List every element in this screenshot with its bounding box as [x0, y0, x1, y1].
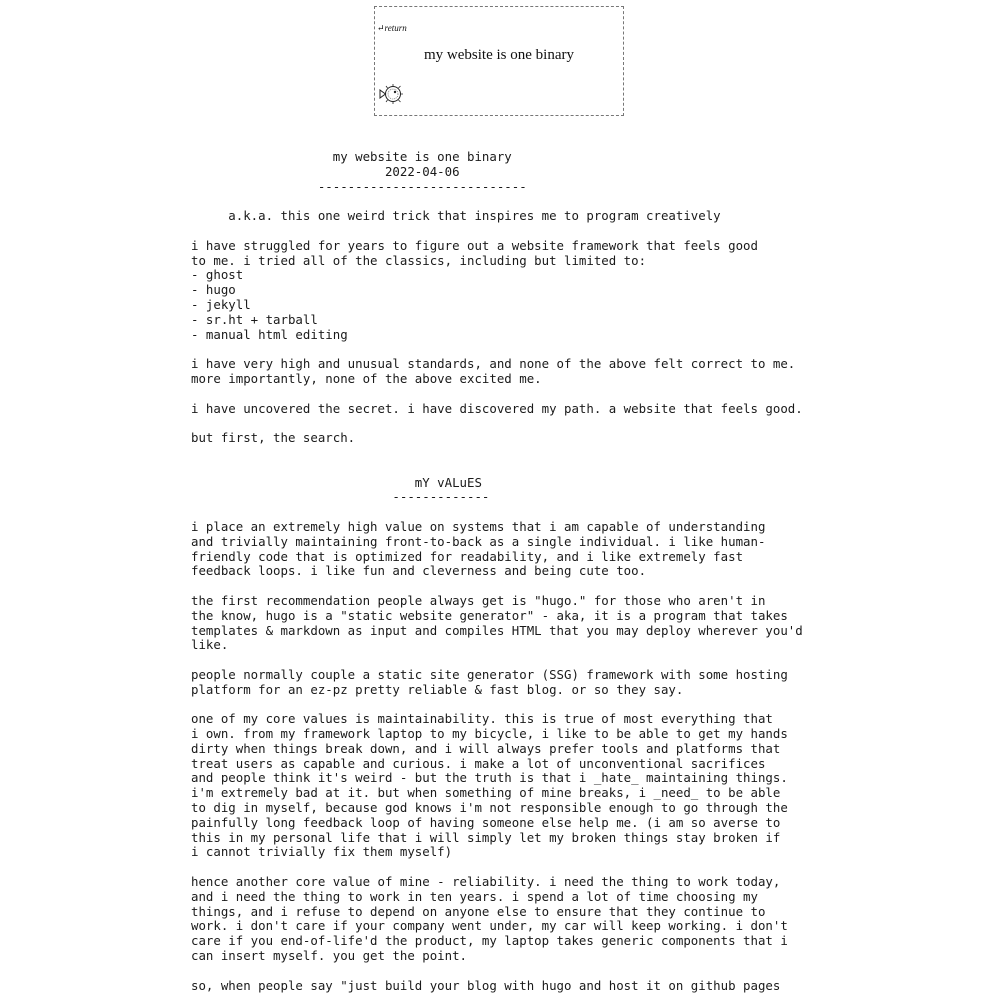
- post-line: and trivially maintaining front-to-back as a single individual. i like human-: [191, 533, 766, 549]
- post-line: - jekyll: [191, 296, 251, 312]
- post-line: but first, the search.: [191, 430, 356, 446]
- post-line: i place an extremely high value on systems that i am capable of understanding: [191, 518, 766, 534]
- post-line: i have very high and unusual standards, and none of the above felt correct to me.: [191, 356, 796, 372]
- post-line: can insert myself. you get the point.: [191, 948, 468, 964]
- post-line: mY vALuES: [191, 474, 482, 490]
- post-line: - ghost: [191, 267, 244, 283]
- post-line: the know, hugo is a "static website generator" - aka, it is a program that takes: [191, 607, 788, 623]
- post-line: platform for an ez-pz pretty reliable & fast blog. or so they say.: [191, 681, 684, 697]
- return-link[interactable]: ↵return: [377, 23, 407, 33]
- post-line: this in my personal life that i will simply let my broken things stay broken if: [191, 829, 781, 845]
- post-line: treat users as capable and curious. i make a lot of unconventional sacrifices: [191, 755, 766, 771]
- post-line: one of my core values is maintainability. this is true of most everything that: [191, 711, 773, 727]
- pufferfish-logo-icon: [378, 83, 404, 105]
- post-line: -------------: [191, 489, 490, 505]
- post-line: dirty when things break down, and i will always prefer tools and platforms that: [191, 740, 781, 756]
- post-line: - sr.ht + tarball: [191, 311, 318, 327]
- post-line: work. i don't care if your company went under, my car will keep working. i don't: [191, 918, 788, 934]
- post-body: [191, 150, 803, 993]
- post-line: to me. i tried all of the classics, including but limited to:: [191, 252, 647, 268]
- post-line: to dig in myself, because god knows i'm not responsible enough to go through the: [191, 800, 788, 816]
- post-line: ----------------------------: [191, 178, 527, 194]
- post-line: the first recommendation people always get is "hugo." for those who aren't in: [191, 592, 766, 608]
- post-line: like.: [191, 637, 229, 653]
- post-line: i have uncovered the secret. i have discovered my path. a website that feels good.: [191, 400, 803, 416]
- post-line: - manual html editing: [191, 326, 348, 342]
- post-line: i own. from my framework laptop to my bicycle, i like to be able to get my hands: [191, 726, 788, 742]
- post-line: my website is one binary: [191, 149, 512, 164]
- header-banner: [374, 6, 624, 116]
- post-line: so, when people say "just build your blog with hugo and host it on github pages: [191, 977, 781, 993]
- post-line: a.k.a. this one weird trick that inspires me to program creatively: [191, 208, 721, 224]
- post-line: hence another core value of mine - reliability. i need the thing to work today,: [191, 874, 781, 890]
- post-line: i'm extremely bad at it. but when something of mine breaks, i _need_ to be able: [191, 785, 781, 801]
- post-line: and people think it's weird - but the truth is that i _hate_ maintaining things.: [191, 770, 788, 786]
- post-line: painfully long feedback loop of having someone else help me. (i am so averse to: [191, 814, 781, 830]
- post-line: - hugo: [191, 282, 236, 298]
- post-line: feedback loops. i like fun and cleverness and being cute too.: [191, 563, 647, 579]
- post-line: friendly code that is optimized for readability, and i like extremely fast: [191, 548, 744, 564]
- post-line: care if you end-of-life'd the product, my laptop takes generic components that i: [191, 933, 788, 949]
- post-line: i cannot trivially fix them myself): [191, 844, 453, 860]
- post-line: 2022-04-06: [191, 163, 460, 179]
- post-line: and i need the thing to work in ten years. i spend a lot of time choosing my: [191, 888, 758, 904]
- banner-title: my website is one binary: [424, 47, 574, 63]
- post-line: templates & markdown as input and compiles HTML that you may deploy wherever you'd: [191, 622, 803, 638]
- post-line: things, and i refuse to depend on anyone else to ensure that they continue to: [191, 903, 766, 919]
- post-line: people normally couple a static site generator (SSG) framework with some hosting: [191, 666, 788, 682]
- post-line: i have struggled for years to figure out a website framework that feels good: [191, 237, 758, 253]
- post-line: more importantly, none of the above excited me.: [191, 370, 542, 386]
